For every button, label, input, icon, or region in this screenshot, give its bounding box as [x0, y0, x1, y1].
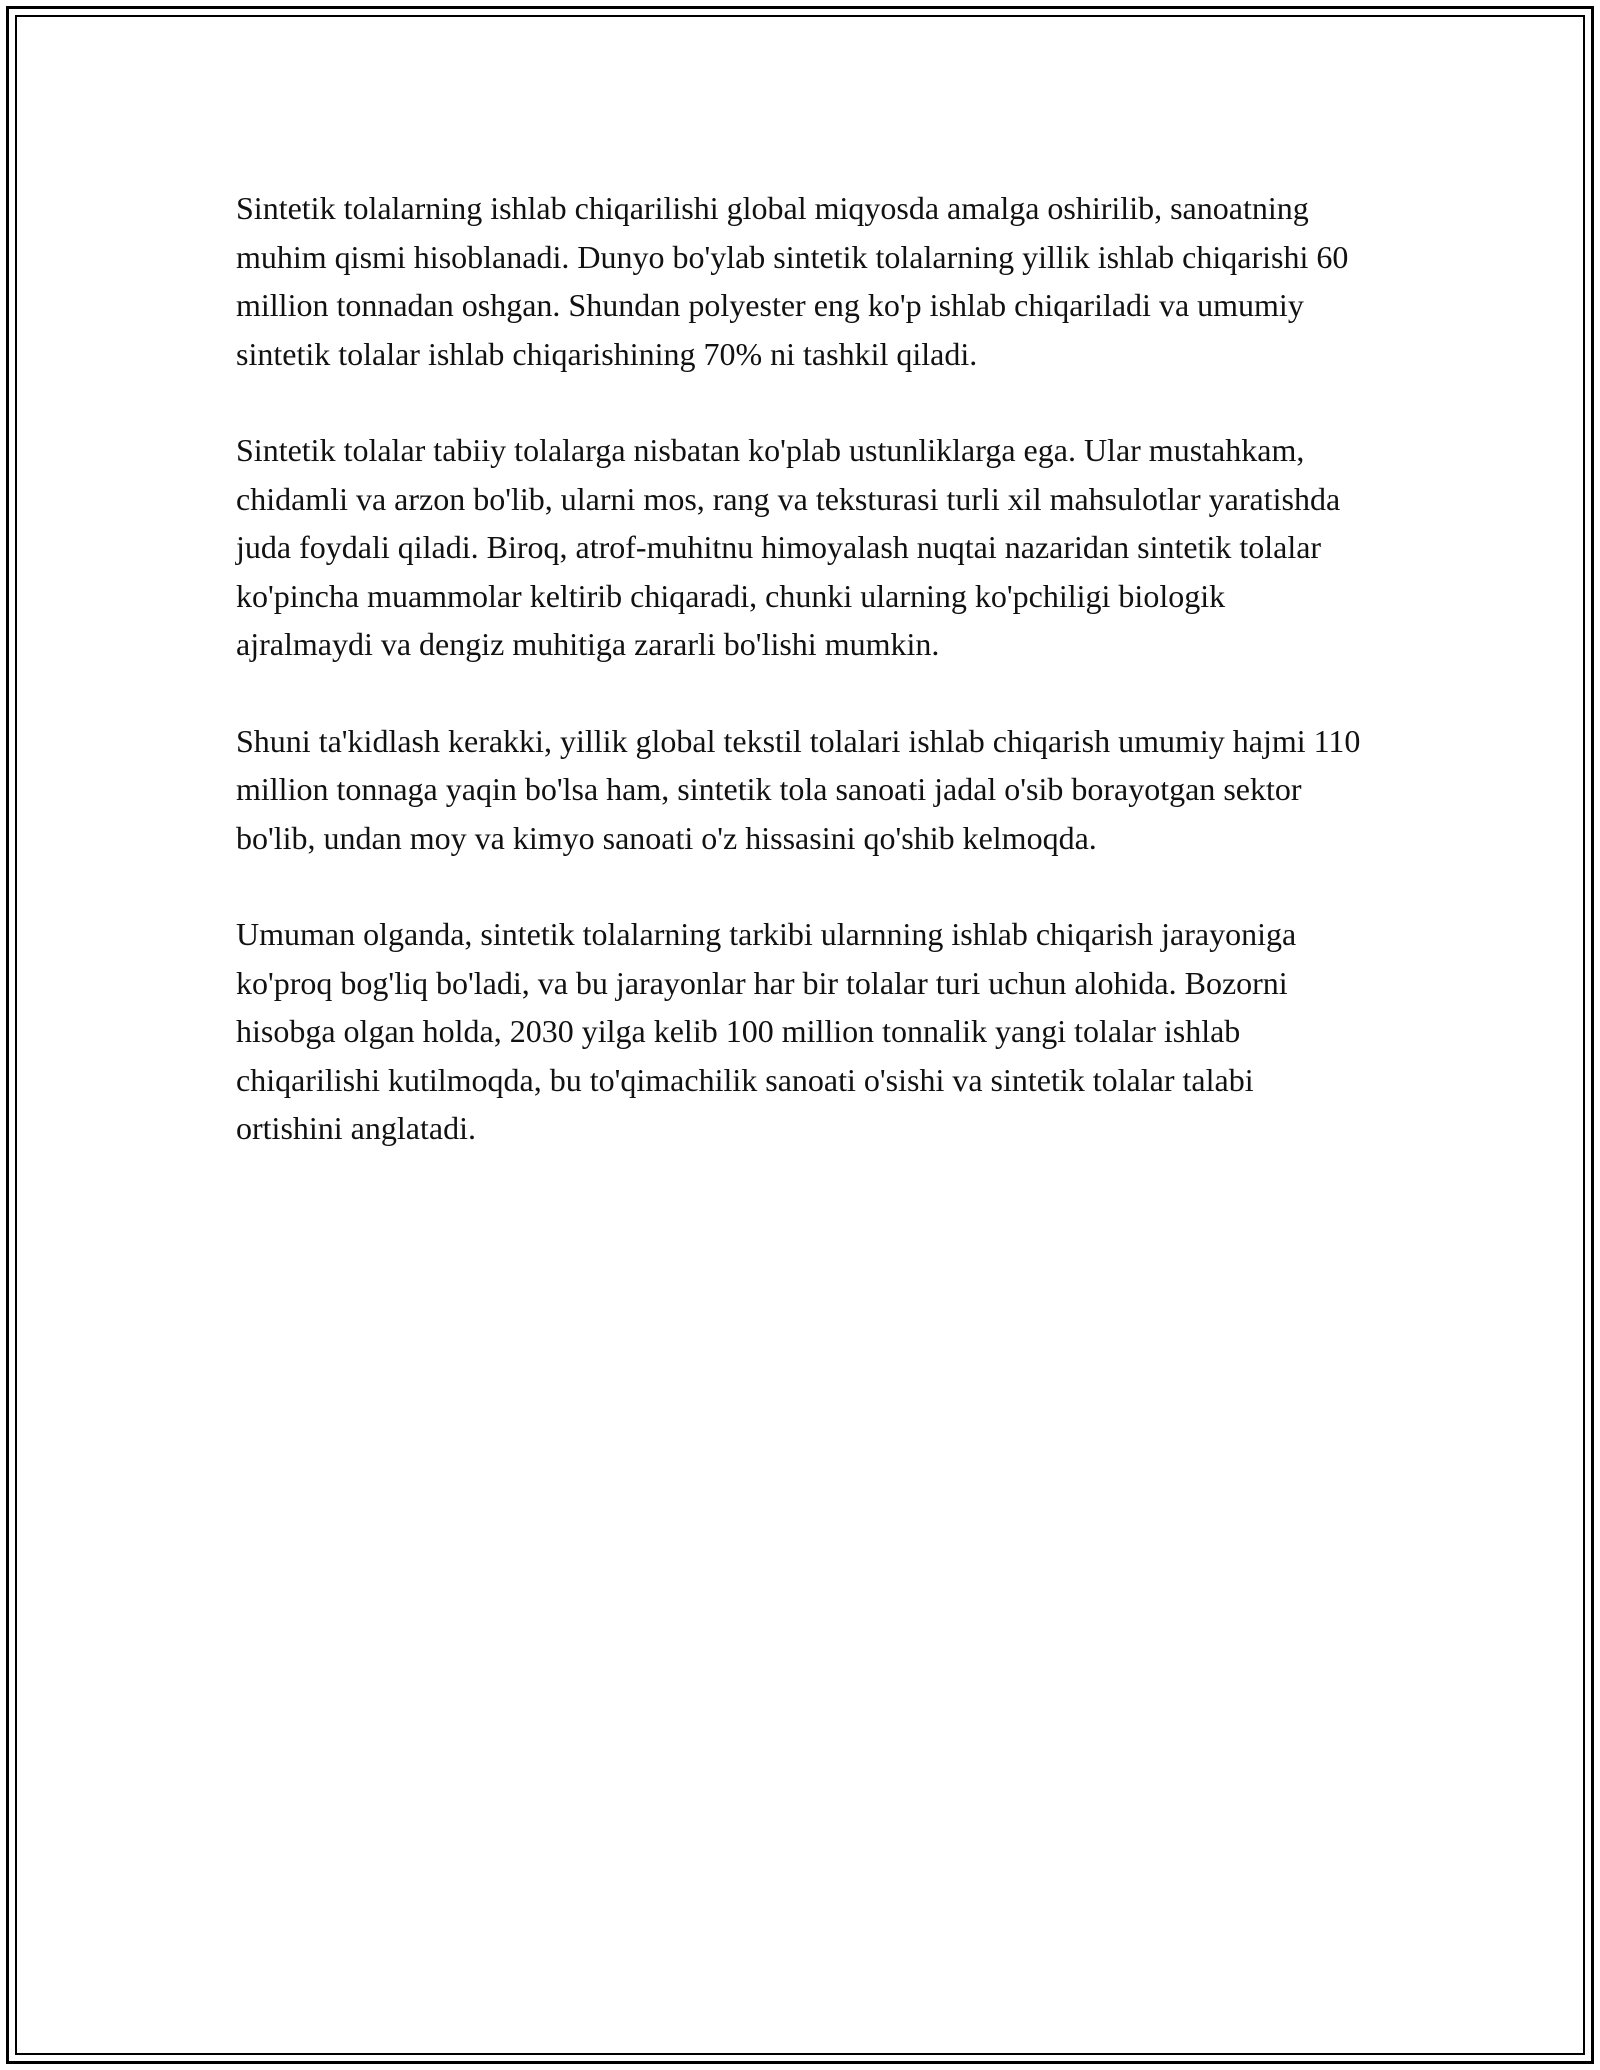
document-body	[236, 184, 1366, 1201]
paragraph-1: Sintetik tolalarning ishlab chiqarilishi global miqyosda amalga oshirilib, sanoatning muhim qismi hisoblanadi. Dunyo bo'ylab sintetik tolalarning yillik ishlab chiqarishi 60 million tonnadan oshgan. Shundan polyester eng ko'p ishlab chiqariladi va umumiy sintetik tolalar ishlab chiqarishining 70% ni tashkil qiladi.	[236, 190, 1349, 372]
paragraph-3: Shuni ta'kidlash kerakki, yillik global tekstil tolalari ishlab chiqarish umumiy hajmi 110 million tonnaga yaqin bo'lsa ham, sintetik tola sanoati jadal o'sib borayotgan sektor bo'lib, undan moy va kimyo sanoati o'z hissasini qo'shib kelmoqda.	[236, 722, 1361, 856]
paragraph-2: Sintetik tolalar tabiiy tolalarga nisbatan ko'plab ustunliklarga ega. Ular mustahkam, chidamli va arzon bo'lib, ularni mos, rang va teksturasi turli xil mahsulotlar yaratishda juda foydali qiladi. Biroq, atrof-muhitnu himoyalash nuqtai nazaridan sintetik tolalar ko'pincha muammolar keltirib chiqaradi, chunki ularning ko'pchiligi biologik ajralmaydi va dengiz muhitiga zararli bo'lishi mumkin.	[236, 432, 1341, 662]
paragraph-4: Umuman olganda, sintetik tolalarning tarkibi ularnning ishlab chiqarish jarayoniga ko'proq bog'liq bo'ladi, va bu jarayonlar har bir tolalar turi uchun alohida. Bozorni hisobga olgan holda, 2030 yilga kelib 100 million tonnalik yangi tolalar ishlab chiqarilishi kutilmoqda, bu to'qimachilik sanoati o'sishi va sintetik tolalar talabi ortishini anglatadi.	[236, 916, 1297, 1146]
